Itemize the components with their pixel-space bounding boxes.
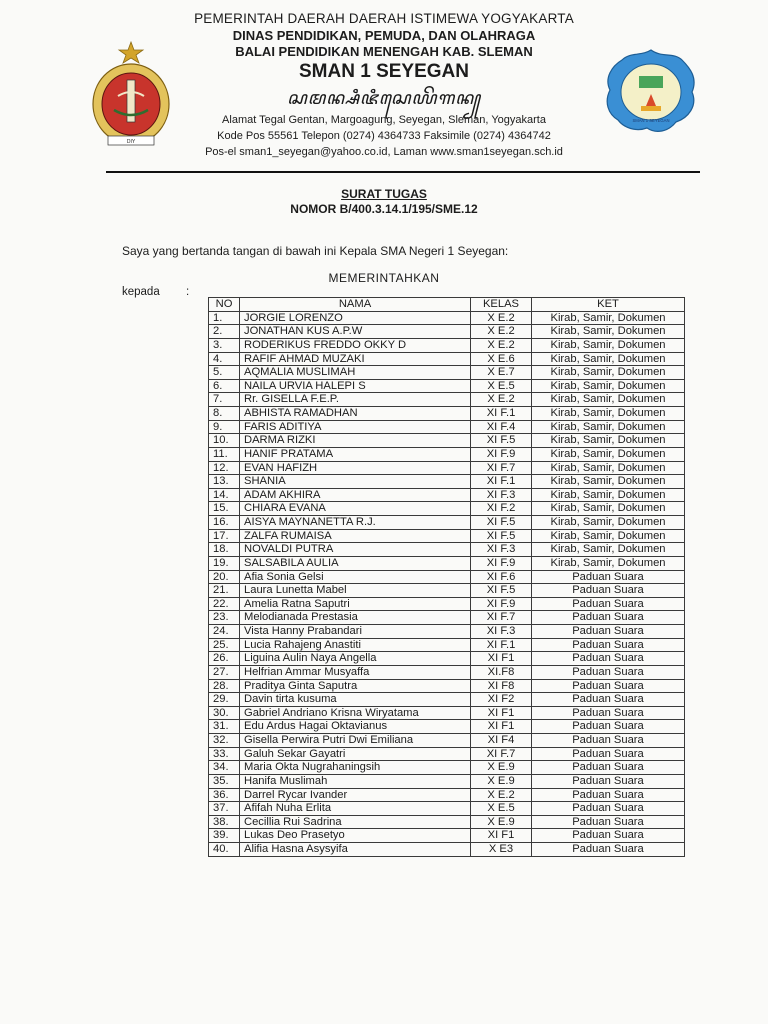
- row-number: 17.: [209, 529, 240, 543]
- table-row: [209, 734, 685, 748]
- assignment-note: Paduan Suara: [532, 761, 685, 775]
- table-row: [209, 338, 685, 352]
- class-name: XI F.9: [471, 597, 532, 611]
- row-number: 15.: [209, 502, 240, 516]
- table-row: [209, 516, 685, 530]
- row-number: 24.: [209, 625, 240, 639]
- student-name: Davin tirta kusuma: [240, 693, 471, 707]
- assignment-note: Kirab, Samir, Dokumen: [532, 379, 685, 393]
- table-row: [209, 570, 685, 584]
- table-row: [209, 597, 685, 611]
- order-heading: MEMERINTAHKAN: [328, 271, 440, 285]
- assignment-note: Kirab, Samir, Dokumen: [532, 420, 685, 434]
- student-name: FARIS ADITIYA: [240, 420, 471, 434]
- class-name: XI F1: [471, 652, 532, 666]
- class-name: XI F.5: [471, 434, 532, 448]
- student-name: RODERIKUS FREDDO OKKY D: [240, 338, 471, 352]
- assignment-note: Kirab, Samir, Dokumen: [532, 475, 685, 489]
- header-nama: NAMA: [240, 298, 471, 312]
- table-row: [209, 475, 685, 489]
- table-row: [209, 393, 685, 407]
- table-row: [209, 584, 685, 598]
- assignment-note: Paduan Suara: [532, 843, 685, 857]
- table-row: [209, 774, 685, 788]
- row-number: 30.: [209, 706, 240, 720]
- assignment-note: Paduan Suara: [532, 625, 685, 639]
- assignment-note: Kirab, Samir, Dokumen: [532, 556, 685, 570]
- row-number: 11.: [209, 447, 240, 461]
- assignment-table: [208, 297, 685, 857]
- table-row: [209, 625, 685, 639]
- student-name: Rr. GISELLA F.E.P.: [240, 393, 471, 407]
- class-name: XI F4: [471, 734, 532, 748]
- student-name: Liguina Aulin Naya Angella: [240, 652, 471, 666]
- assignment-note: Kirab, Samir, Dokumen: [532, 325, 685, 339]
- row-number: 38.: [209, 815, 240, 829]
- class-name: XI F1: [471, 829, 532, 843]
- row-number: 29.: [209, 693, 240, 707]
- assignment-note: Kirab, Samir, Dokumen: [532, 502, 685, 516]
- class-name: X E3: [471, 843, 532, 857]
- assignment-note: Kirab, Samir, Dokumen: [532, 407, 685, 421]
- row-number: 26.: [209, 652, 240, 666]
- student-name: Alifia Hasna Asysyifa: [240, 843, 471, 857]
- assignment-note: Paduan Suara: [532, 584, 685, 598]
- class-name: XI F.7: [471, 611, 532, 625]
- row-number: 39.: [209, 829, 240, 843]
- assignment-note: Paduan Suara: [532, 747, 685, 761]
- student-name: Darrel Rycar Ivander: [240, 788, 471, 802]
- student-name: ZALFA RUMAISA: [240, 529, 471, 543]
- row-number: 22.: [209, 597, 240, 611]
- student-name: Maria Okta Nugrahaningsih: [240, 761, 471, 775]
- student-name: AQMALIA MUSLIMAH: [240, 366, 471, 380]
- row-number: 4.: [209, 352, 240, 366]
- assignment-note: Paduan Suara: [532, 829, 685, 843]
- student-name: Gabriel Andriano Krisna Wiryatama: [240, 706, 471, 720]
- class-name: XI F.1: [471, 407, 532, 421]
- row-number: 37.: [209, 802, 240, 816]
- row-number: 25.: [209, 638, 240, 652]
- class-name: X E.2: [471, 338, 532, 352]
- assignment-note: Kirab, Samir, Dokumen: [532, 338, 685, 352]
- row-number: 14.: [209, 488, 240, 502]
- table-row: [209, 543, 685, 557]
- class-name: X E.5: [471, 379, 532, 393]
- class-name: XI F.7: [471, 747, 532, 761]
- table-row: [209, 611, 685, 625]
- student-name: Afia Sonia Gelsi: [240, 570, 471, 584]
- class-name: XI F8: [471, 679, 532, 693]
- table-row: [209, 488, 685, 502]
- row-number: 21.: [209, 584, 240, 598]
- row-number: 8.: [209, 407, 240, 421]
- student-name: AISYA MAYNANETTA R.J.: [240, 516, 471, 530]
- row-number: 40.: [209, 843, 240, 857]
- student-name: SHANIA: [240, 475, 471, 489]
- student-name: Cecillia Rui Sadrina: [240, 815, 471, 829]
- class-name: XI F.5: [471, 516, 532, 530]
- student-name: Afifah Nuha Erlita: [240, 802, 471, 816]
- student-name: DARMA RIZKI: [240, 434, 471, 448]
- assignment-note: Kirab, Samir, Dokumen: [532, 311, 685, 325]
- assignment-note: Paduan Suara: [532, 597, 685, 611]
- class-name: X E.7: [471, 366, 532, 380]
- row-number: 12.: [209, 461, 240, 475]
- document-title: SURAT TUGAS: [341, 187, 427, 201]
- document-number: NOMOR B/400.3.14.1/195/SME.12: [290, 202, 478, 216]
- assignment-note: Kirab, Samir, Dokumen: [532, 516, 685, 530]
- letterhead-email-web: Pos-el sman1_seyegan@yahoo.co.id, Laman www.sman1seyegan.sch.id: [205, 146, 563, 158]
- header-no: NO: [209, 298, 240, 312]
- class-name: XI F2: [471, 693, 532, 707]
- letterhead-government: PEMERINTAH DAERAH DAERAH ISTIMEWA YOGYAKARTA: [194, 11, 574, 26]
- student-name: CHIARA EVANA: [240, 502, 471, 516]
- table-row: [209, 638, 685, 652]
- table-row: [209, 325, 685, 339]
- class-name: X E.9: [471, 815, 532, 829]
- student-name: Lucia Rahajeng Anastiti: [240, 638, 471, 652]
- class-name: XI F1: [471, 706, 532, 720]
- table-row: [209, 720, 685, 734]
- assignment-note: Kirab, Samir, Dokumen: [532, 352, 685, 366]
- assignment-note: Paduan Suara: [532, 815, 685, 829]
- student-name: RAFIF AHMAD MUZAKI: [240, 352, 471, 366]
- student-name: NAILA URVIA HALEPI S: [240, 379, 471, 393]
- assignment-note: Paduan Suara: [532, 734, 685, 748]
- table-row: [209, 679, 685, 693]
- assignment-note: Paduan Suara: [532, 720, 685, 734]
- row-number: 10.: [209, 434, 240, 448]
- student-name: ADAM AKHIRA: [240, 488, 471, 502]
- assignment-note: Paduan Suara: [532, 652, 685, 666]
- table-row: [209, 447, 685, 461]
- letterhead-office: BALAI PENDIDIKAN MENENGAH KAB. SLEMAN: [235, 44, 533, 59]
- table-row: [209, 352, 685, 366]
- svg-text:SMAN 1 SEYEGAN: SMAN 1 SEYEGAN: [632, 118, 670, 123]
- class-name: XI F.9: [471, 556, 532, 570]
- student-name: Melodianada Prestasia: [240, 611, 471, 625]
- assignment-note: Paduan Suara: [532, 802, 685, 816]
- class-name: XI F1: [471, 720, 532, 734]
- class-name: XI.F8: [471, 665, 532, 679]
- assignment-note: Paduan Suara: [532, 679, 685, 693]
- class-name: XI F.6: [471, 570, 532, 584]
- student-name: Gisella Perwira Putri Dwi Emiliana: [240, 734, 471, 748]
- assignment-note: Kirab, Samir, Dokumen: [532, 461, 685, 475]
- row-number: 13.: [209, 475, 240, 489]
- row-number: 28.: [209, 679, 240, 693]
- student-name: SALSABILA AULIA: [240, 556, 471, 570]
- assignment-note: Kirab, Samir, Dokumen: [532, 393, 685, 407]
- class-name: XI F.3: [471, 488, 532, 502]
- table-row: [209, 747, 685, 761]
- class-name: XI F.5: [471, 529, 532, 543]
- class-name: XI F.3: [471, 543, 532, 557]
- class-name: XI F.9: [471, 447, 532, 461]
- student-name: ABHISTA RAMADHAN: [240, 407, 471, 421]
- assignment-note: Paduan Suara: [532, 706, 685, 720]
- student-name: Lukas Deo Prasetyo: [240, 829, 471, 843]
- student-name: JORGIE LORENZO: [240, 311, 471, 325]
- row-number: 2.: [209, 325, 240, 339]
- table-row: [209, 829, 685, 843]
- class-name: X E.5: [471, 802, 532, 816]
- table-row: [209, 706, 685, 720]
- class-name: X E.6: [471, 352, 532, 366]
- table-row: [209, 407, 685, 421]
- class-name: XI F.5: [471, 584, 532, 598]
- assignment-note: Paduan Suara: [532, 788, 685, 802]
- class-name: XI F.1: [471, 638, 532, 652]
- table-row: [209, 420, 685, 434]
- class-name: X E.2: [471, 788, 532, 802]
- header-kelas: KELAS: [471, 298, 532, 312]
- table-row: [209, 665, 685, 679]
- row-number: 19.: [209, 556, 240, 570]
- row-number: 5.: [209, 366, 240, 380]
- table-row: [209, 529, 685, 543]
- student-name: Edu Ardus Hagai Oktavianus: [240, 720, 471, 734]
- assignment-note: Kirab, Samir, Dokumen: [532, 366, 685, 380]
- letterhead-contact: Kode Pos 55561 Telepon (0274) 4364733 Faksimile (0274) 4364742: [217, 130, 551, 142]
- letterhead-address: Alamat Tegal Gentan, Margoagung, Seyegan, Sleman, Yogyakarta: [222, 114, 546, 126]
- row-number: 33.: [209, 747, 240, 761]
- row-number: 7.: [209, 393, 240, 407]
- student-name: EVAN HAFIZH: [240, 461, 471, 475]
- class-name: X E.2: [471, 311, 532, 325]
- student-name: JONATHAN KUS A.P.W: [240, 325, 471, 339]
- header-ket: KET: [532, 298, 685, 312]
- student-name: Amelia Ratna Saputri: [240, 597, 471, 611]
- class-name: XI F.1: [471, 475, 532, 489]
- table-row: [209, 761, 685, 775]
- class-name: XI F.2: [471, 502, 532, 516]
- row-number: 18.: [209, 543, 240, 557]
- class-name: XI F.7: [471, 461, 532, 475]
- assignment-note: Paduan Suara: [532, 774, 685, 788]
- row-number: 32.: [209, 734, 240, 748]
- class-name: X E.9: [471, 761, 532, 775]
- row-number: 27.: [209, 665, 240, 679]
- table-header-row: [209, 298, 685, 312]
- student-name: Praditya Ginta Saputra: [240, 679, 471, 693]
- table-row: [209, 788, 685, 802]
- row-number: 31.: [209, 720, 240, 734]
- table-row: [209, 311, 685, 325]
- table-row: [209, 693, 685, 707]
- intro-text: Saya yang bertanda tangan di bawah ini Kepala SMA Negeri 1 Seyegan:: [122, 244, 509, 258]
- letterhead-school-name: SMAN 1 SEYEGAN: [299, 61, 469, 82]
- row-number: 16.: [209, 516, 240, 530]
- assignment-note: Kirab, Samir, Dokumen: [532, 488, 685, 502]
- table-row: [209, 652, 685, 666]
- letterhead-divider: [106, 171, 700, 173]
- row-number: 3.: [209, 338, 240, 352]
- student-name: Galuh Sekar Gayatri: [240, 747, 471, 761]
- student-name: NOVALDI PUTRA: [240, 543, 471, 557]
- letterhead-department: DINAS PENDIDIKAN, PEMUDA, DAN OLAHRAGA: [232, 28, 536, 43]
- student-name: HANIF PRATAMA: [240, 447, 471, 461]
- row-number: 6.: [209, 379, 240, 393]
- table-row: [209, 461, 685, 475]
- crest-motto: DIY: [126, 139, 136, 145]
- row-number: 1.: [209, 311, 240, 325]
- row-number: 35.: [209, 774, 240, 788]
- student-name: Helfrian Ammar Musyaffa: [240, 665, 471, 679]
- assignment-note: Paduan Suara: [532, 638, 685, 652]
- kepada-colon: :: [186, 286, 190, 298]
- table-row: [209, 502, 685, 516]
- assignment-note: Kirab, Samir, Dokumen: [532, 543, 685, 557]
- table-row: [209, 815, 685, 829]
- table-row: [209, 802, 685, 816]
- table-row: [209, 366, 685, 380]
- row-number: 23.: [209, 611, 240, 625]
- assignment-note: Paduan Suara: [532, 570, 685, 584]
- assignment-note: Kirab, Samir, Dokumen: [532, 529, 685, 543]
- student-name: Hanifa Muslimah: [240, 774, 471, 788]
- row-number: 36.: [209, 788, 240, 802]
- class-name: X E.2: [471, 393, 532, 407]
- kepada-label: kepada: [122, 286, 160, 298]
- class-name: X E.2: [471, 325, 532, 339]
- class-name: XI F.4: [471, 420, 532, 434]
- table-row: [209, 434, 685, 448]
- letterhead-javanese-script: ꦱꦩꦤ꧀ꦱꦶꦗꦶꦱꦺꦪꦼꦒꦤ꧀: [286, 88, 481, 109]
- assignment-note: Paduan Suara: [532, 693, 685, 707]
- class-name: X E.9: [471, 774, 532, 788]
- row-number: 9.: [209, 420, 240, 434]
- assignment-note: Kirab, Samir, Dokumen: [532, 434, 685, 448]
- table-row: [209, 843, 685, 857]
- class-name: XI F.3: [471, 625, 532, 639]
- row-number: 20.: [209, 570, 240, 584]
- row-number: 34.: [209, 761, 240, 775]
- student-name: Vista Hanny Prabandari: [240, 625, 471, 639]
- assignment-note: Paduan Suara: [532, 665, 685, 679]
- assignment-note: Paduan Suara: [532, 611, 685, 625]
- table-row: [209, 379, 685, 393]
- assignment-note: Kirab, Samir, Dokumen: [532, 447, 685, 461]
- student-name: Laura Lunetta Mabel: [240, 584, 471, 598]
- table-row: [209, 556, 685, 570]
